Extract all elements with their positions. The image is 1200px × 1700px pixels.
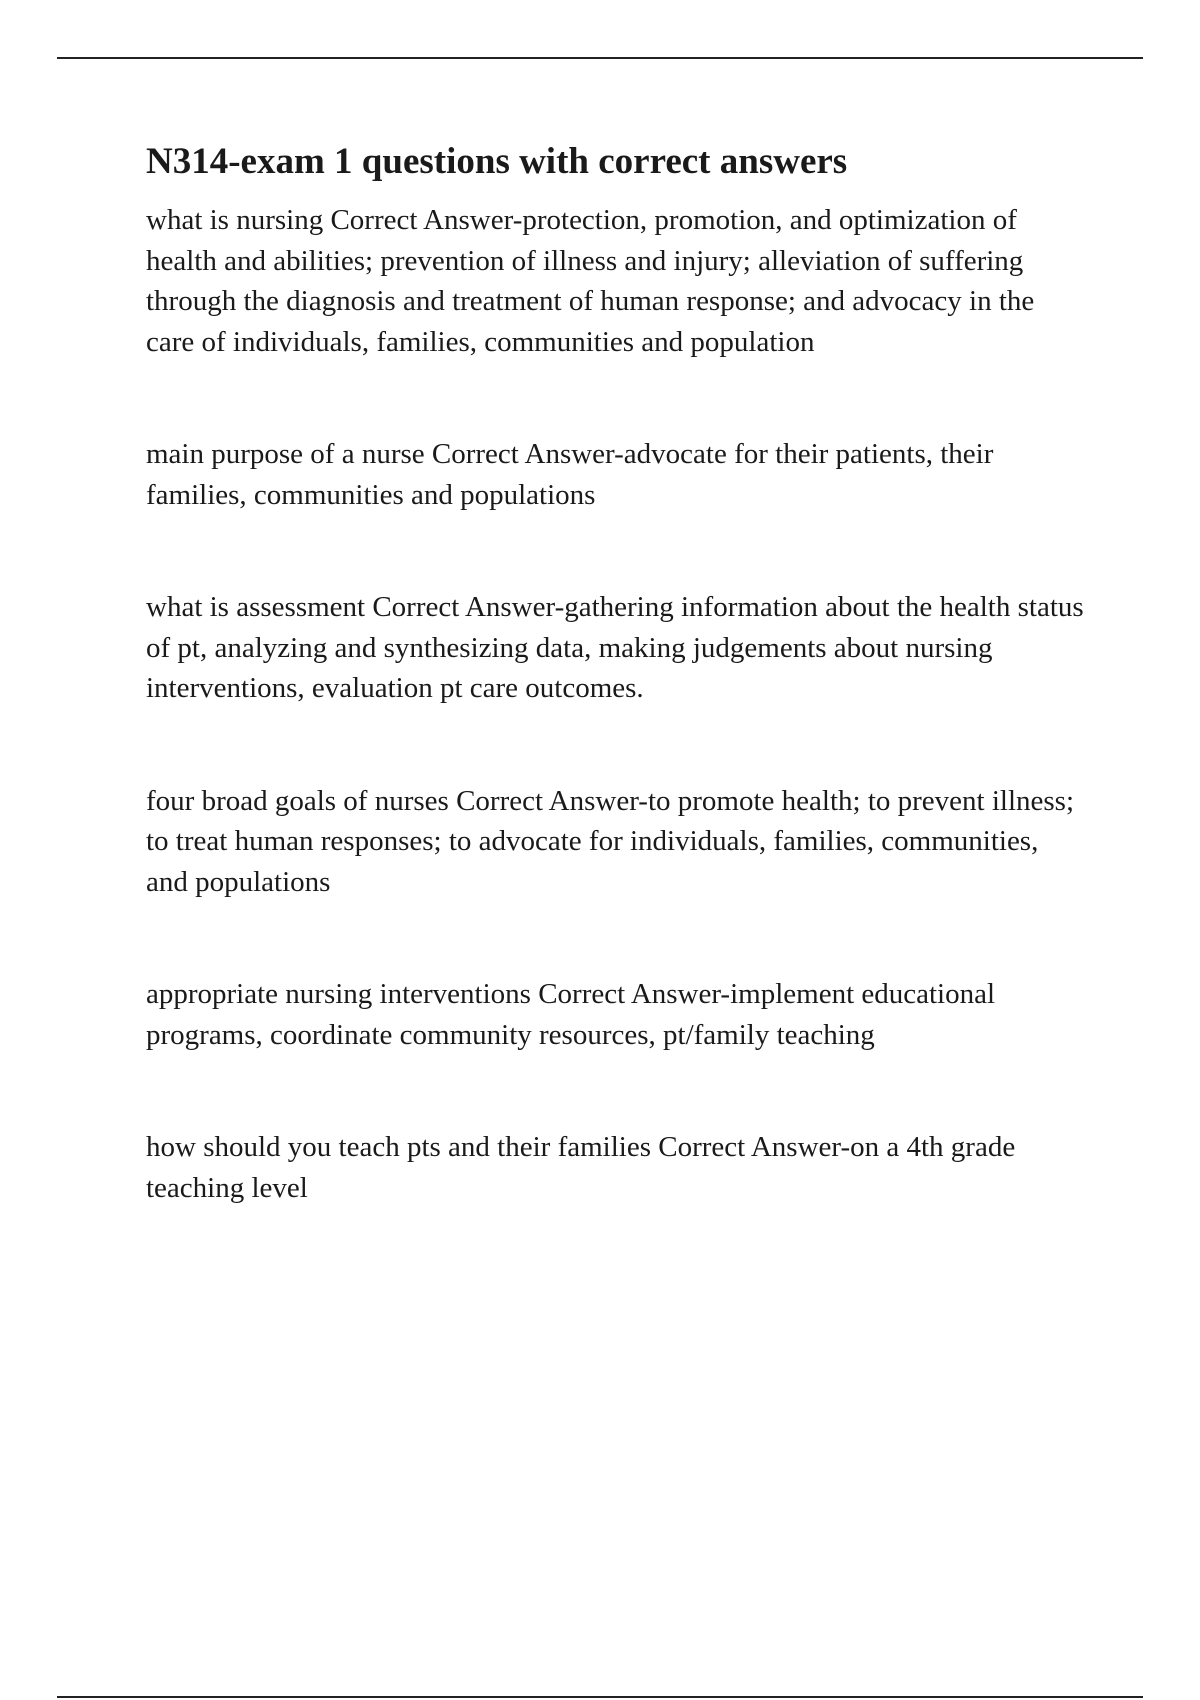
qa-entry: how should you teach pts and their families Correct Answer-on a 4th grade teaching level bbox=[146, 1131, 1016, 1204]
qa-entry: appropriate nursing interventions Correct Answer-implement educational programs, coordinate community resources, pt/family teaching bbox=[146, 978, 996, 1051]
qa-entry: main purpose of a nurse Correct Answer-advocate for their patients, their families, communities and populations bbox=[146, 438, 994, 511]
header-rule bbox=[57, 57, 1143, 59]
qa-entry: what is assessment Correct Answer-gathering information about the health status of pt, analyzing and synthesizing data, making judgements about nursing interventions, evaluation pt care outcomes. bbox=[146, 591, 1084, 705]
document-body bbox=[146, 140, 1086, 1208]
document-title: N314-exam 1 questions with correct answers bbox=[146, 141, 848, 182]
footer-rule bbox=[57, 1696, 1143, 1698]
qa-entry: four broad goals of nurses Correct Answer-to promote health; to prevent illness; to treat human responses; to advocate for individuals, families, communities, and populations bbox=[146, 784, 1074, 898]
qa-entry: what is nursing Correct Answer-protection, promotion, and optimization of health and abilities; prevention of illness and injury; alleviation of suffering through the diagnosis and treatment of human response; and advocacy in the care of individuals, families, communities and population bbox=[146, 204, 1035, 358]
